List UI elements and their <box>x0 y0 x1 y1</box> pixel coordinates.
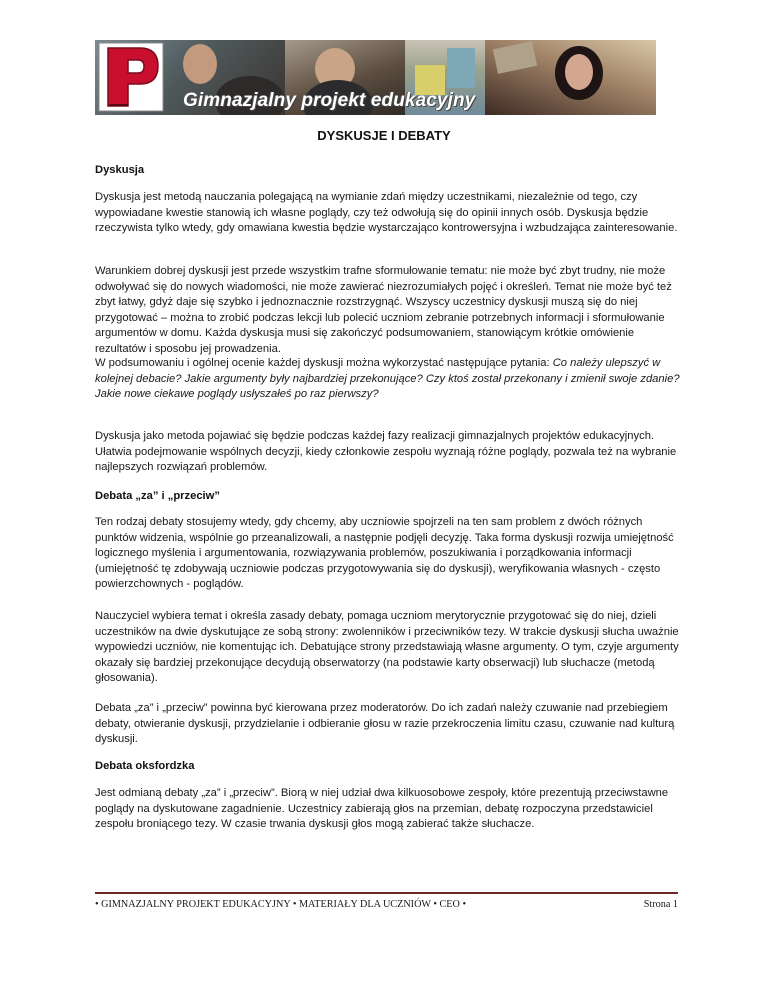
section-heading-dyskusja: Dyskusja <box>95 164 145 176</box>
paragraph: Warunkiem dobrej dyskusji jest przede wszystkim trafne sformułowanie tematu: nie może być zbyt trudny, nie może odwoływać się do nowych wiadomości, nie może zawierać niezrozumiałych pojęć i określeń. Temat nie może być też zbyt łatwy, gdyż daje się szybko i jednoznacznie rozstrzygnąć. Wszyscy uczestnicy dyskusji muszą się do niej przygotować – można to zrobić podczas lekcji lub polecić uczniom zebranie potrzebnych informacji i sformułowanie argumentów w domu. Każda dyskusja musi się zakończyć podsumowaniem, stanowiącym krótkie omówienie rezultatów i sposobu jej prowadzenia. <box>95 265 672 355</box>
logo-p-icon <box>98 42 164 112</box>
paragraph: Ten rodzaj debaty stosujemy wtedy, gdy chcemy, aby uczniowie spojrzeli na ten sam problem z dwóch różnych punktów widzenia, wspólnie go przeanalizowali, a następnie podjęli decyzję. Taka forma dyskusji rozwija umiejętność logicznego myślenia i argumentowania, rozwiązywania problemów, poszukiwania i porządkowania informacji (umiejętność tę zdobywają uczniowie podczas przygotowywania się do dyskusji), weryfikowania własnych - często powierzchownych - poglądów. <box>95 516 674 591</box>
section-heading-debata-oksfordzka: Debata oksfordzka <box>95 760 195 772</box>
paragraph-plain-text: W podsumowaniu i ogólnej ocenie każdej dyskusji można wykorzystać następujące pytania: <box>95 357 553 369</box>
paragraph: Dyskusja jest metodą nauczania polegającą na wymianie zdań między uczestnikami, niezależnie od tego, czy wypowiadane kwestie stanowią ich własne poglądy, czy też odwołują się do opinii innych osób. Dyskusja będzie rzeczywista tylko wtedy, gdy omawiana kwestia będzie wystarczająco kontrowersyjna i wzbudzająca zainteresowanie. <box>95 191 678 235</box>
paragraph-with-questions <box>95 356 685 403</box>
header-banner <box>95 40 656 115</box>
document-title: DYSKUSJE I DEBATY <box>317 128 451 143</box>
footer-divider <box>95 892 678 894</box>
paragraph: Nauczyciel wybiera temat i określa zasady debaty, pomaga uczniom merytorycznie przygotować się do niej, dzieli uczestników na dwie dyskutujące ze sobą strony: zwolenników i przeciwników tezy. W trakcie dyskusji słucha uważnie wypowiedzi uczniów, nie komentując ich. Debatujące strony przedstawiają własne argumenty. O tym, czyje argumenty okazały się bardziej przekonujące decydują obserwatorzy (na podstawie karty obserwacji) lub słuchacze (metodą głosowania). <box>95 610 679 685</box>
paragraph: Jest odmianą debaty „za” i „przeciw”. Biorą w niej udział dwa kilkuosobowe zespoły, które prezentują przeciwstawne poglądy na dyskutowane zagadnienie. Uczestnicy zabierają głos na przemian, debatę rozpoczyna przedstawiciel zespołu broniącego tezy. W czasie trwania dyskusji głos mogą zabierać także słuchacze. <box>95 787 669 831</box>
paragraph: Debata „za” i „przeciw” powinna być kierowana przez moderatorów. Do ich zadań należy czuwanie nad przebiegiem debaty, otwieranie dyskusji, przydzielanie i odbieranie głosu w razie przekroczenia limitu czasu, czuwanie nad kulturą dyskusji. <box>95 702 675 746</box>
section-heading-debata-za-przeciw: Debata „za” i „przeciw” <box>95 490 220 502</box>
paragraph: Dyskusja jako metoda pojawiać się będzie podczas każdej fazy realizacji gimnazjalnych projektów edukacyjnych. Ułatwia podejmowanie wspólnych decyzji, kiedy członkowie zespołu wyznają różne poglądy, pozwala też na wybranie najlepszych rozwiązań problemów. <box>95 430 677 474</box>
banner-title: Gimnazjalny projekt edukacyjny <box>183 90 476 111</box>
footer-text: • GIMNAZJALNY PROJEKT EDUKACYJNY • MATERIAŁY DLA UCZNIÓW • CEO • <box>95 899 467 910</box>
page-number: Strona 1 <box>643 899 678 910</box>
paragraph-italic-questions: Co należy ulepszyć w kolejnej debacie? Jakie argumenty były najbardziej przekonujące? Czy ktoś został przekonany i zmienił swoje zdanie? Jakie nowe ciekawe poglądy usłyszałeś po raz pierwszy? <box>95 357 680 401</box>
